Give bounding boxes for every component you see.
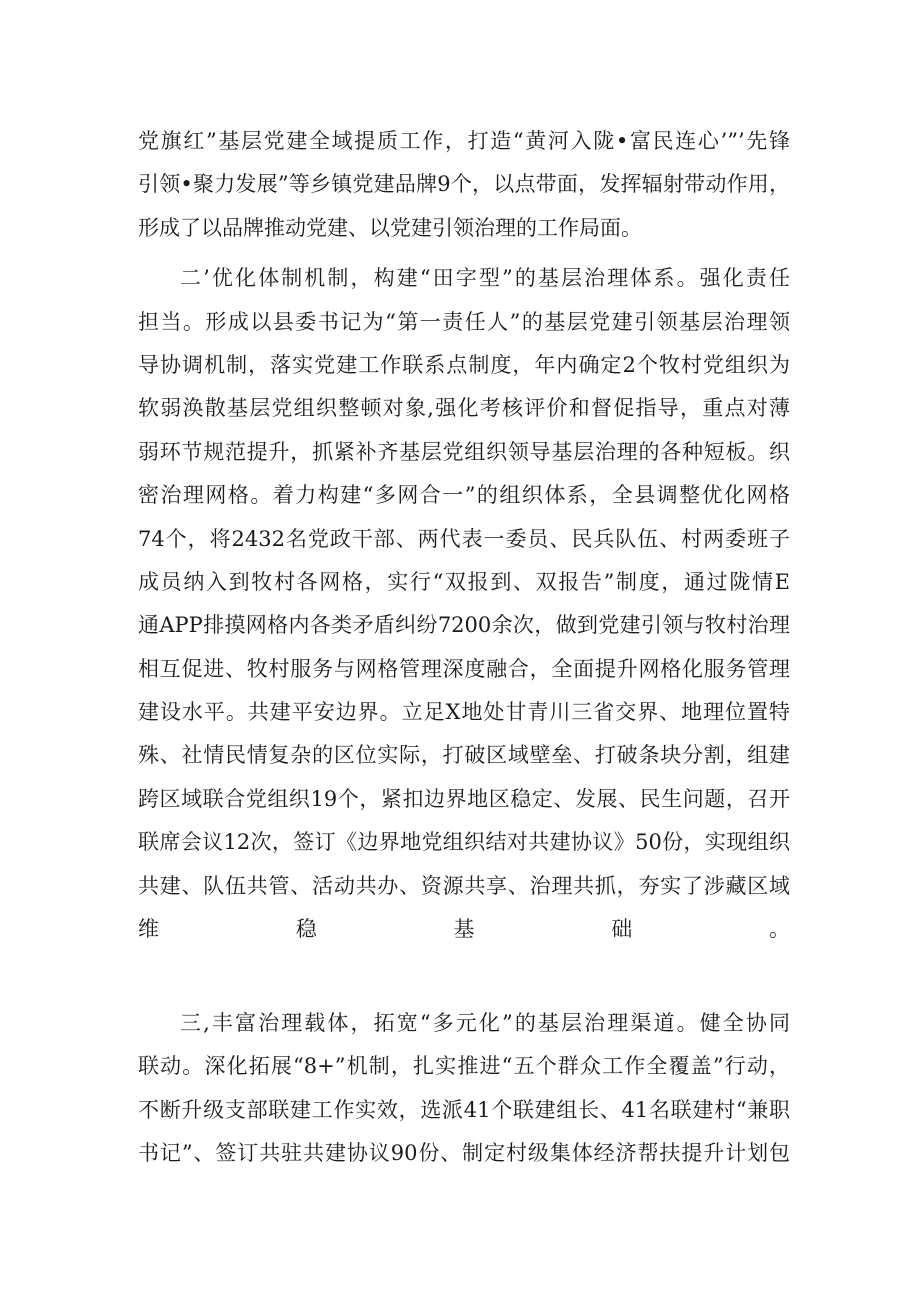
text-line: 三,丰富治理载体，拓宽“多元化”的基层治理渠道。健全协同 xyxy=(180,1010,790,1035)
paragraph-2 xyxy=(138,257,790,995)
text-line: 党旗红”基层党建全域提质工作，打造“黄河入陇•富民连心’”’先锋 xyxy=(138,129,790,153)
text-line: 74个，将2432名党政干部、两代表一委员、民兵队伍、村两委班子 xyxy=(138,526,790,551)
text-line: 不断升级支部联建工作实效，选派41个联建组长、41名联建村“兼职 xyxy=(138,1097,790,1122)
paragraph-1 xyxy=(138,120,790,250)
text-line: 书记”、签订共驻共建协议90份、制定村级集体经济帮扶提升计划包 xyxy=(138,1140,790,1165)
text-line: 成员纳入到牧村各网格，实行“双报到、双报告”制度，通过陇情E xyxy=(138,569,790,594)
text-line: 形成了以品牌推动党建、以党建引领治理的工作局面。 xyxy=(138,215,642,240)
text-line: 跨区域联合党组织19个，紧扣边界地区稳定、发展、民生问题，召开 xyxy=(138,786,790,811)
text-line: 二’优化体制机制，构建“田字型”的基层治理体系。强化责任 xyxy=(180,266,790,291)
text-line: 导协调机制，落实党建工作联系点制度，年内确定2个牧村党组织为 xyxy=(138,352,790,377)
text-line: 维稳基础。 xyxy=(138,917,790,942)
text-line xyxy=(138,951,790,994)
paragraph-gap xyxy=(138,995,790,1002)
text-line: 联席会议12次，签订《边界地党组织结对共建协议》50份，实现组织 xyxy=(138,830,790,855)
text-line: 共建、队伍共管、活动共办、资源共享、治理共抓，夯实了涉藏区域 xyxy=(138,873,790,898)
paragraph-3 xyxy=(138,1002,790,1176)
text-line: 通APP排摸网格内各类矛盾纠纷7200余次，做到党建引领与牧村治理 xyxy=(138,613,790,638)
text-line: 担当。形成以县委书记为“第一责任人”的基层党建引领基层治理领 xyxy=(138,309,790,334)
text-line: 建设水平。共建平安边界。立足X地处甘青川三省交界、地理位置特 xyxy=(138,700,790,725)
text-line: 相互促进、牧村服务与网格管理深度融合，全面提升网格化服务管理 xyxy=(138,656,790,681)
text-line: 密治理网格。着力构建“多网合一”的组织体系，全县调整优化网格 xyxy=(138,483,790,508)
text-line: 软弱涣散基层党组织整顿对象,强化考核评价和督促指导，重点对薄 xyxy=(138,396,790,421)
document-body xyxy=(138,120,790,1175)
text-line: 弱环节规范提升，抓紧补齐基层党组织领导基层治理的各种短板。织 xyxy=(138,439,790,464)
text-line: 联动。深化拓展“8+”机制，扎实推进“五个群众工作全覆盖”行动， xyxy=(138,1054,790,1079)
text-line: 引领•聚力发展”等乡镇党建品牌9个，以点带面，发挥辐射带动作用， xyxy=(138,172,790,197)
paragraph-gap xyxy=(138,250,790,257)
text-line: 殊、社情民情复杂的区位实际，打破区域壁垒、打破条块分割，组建 xyxy=(138,743,790,768)
